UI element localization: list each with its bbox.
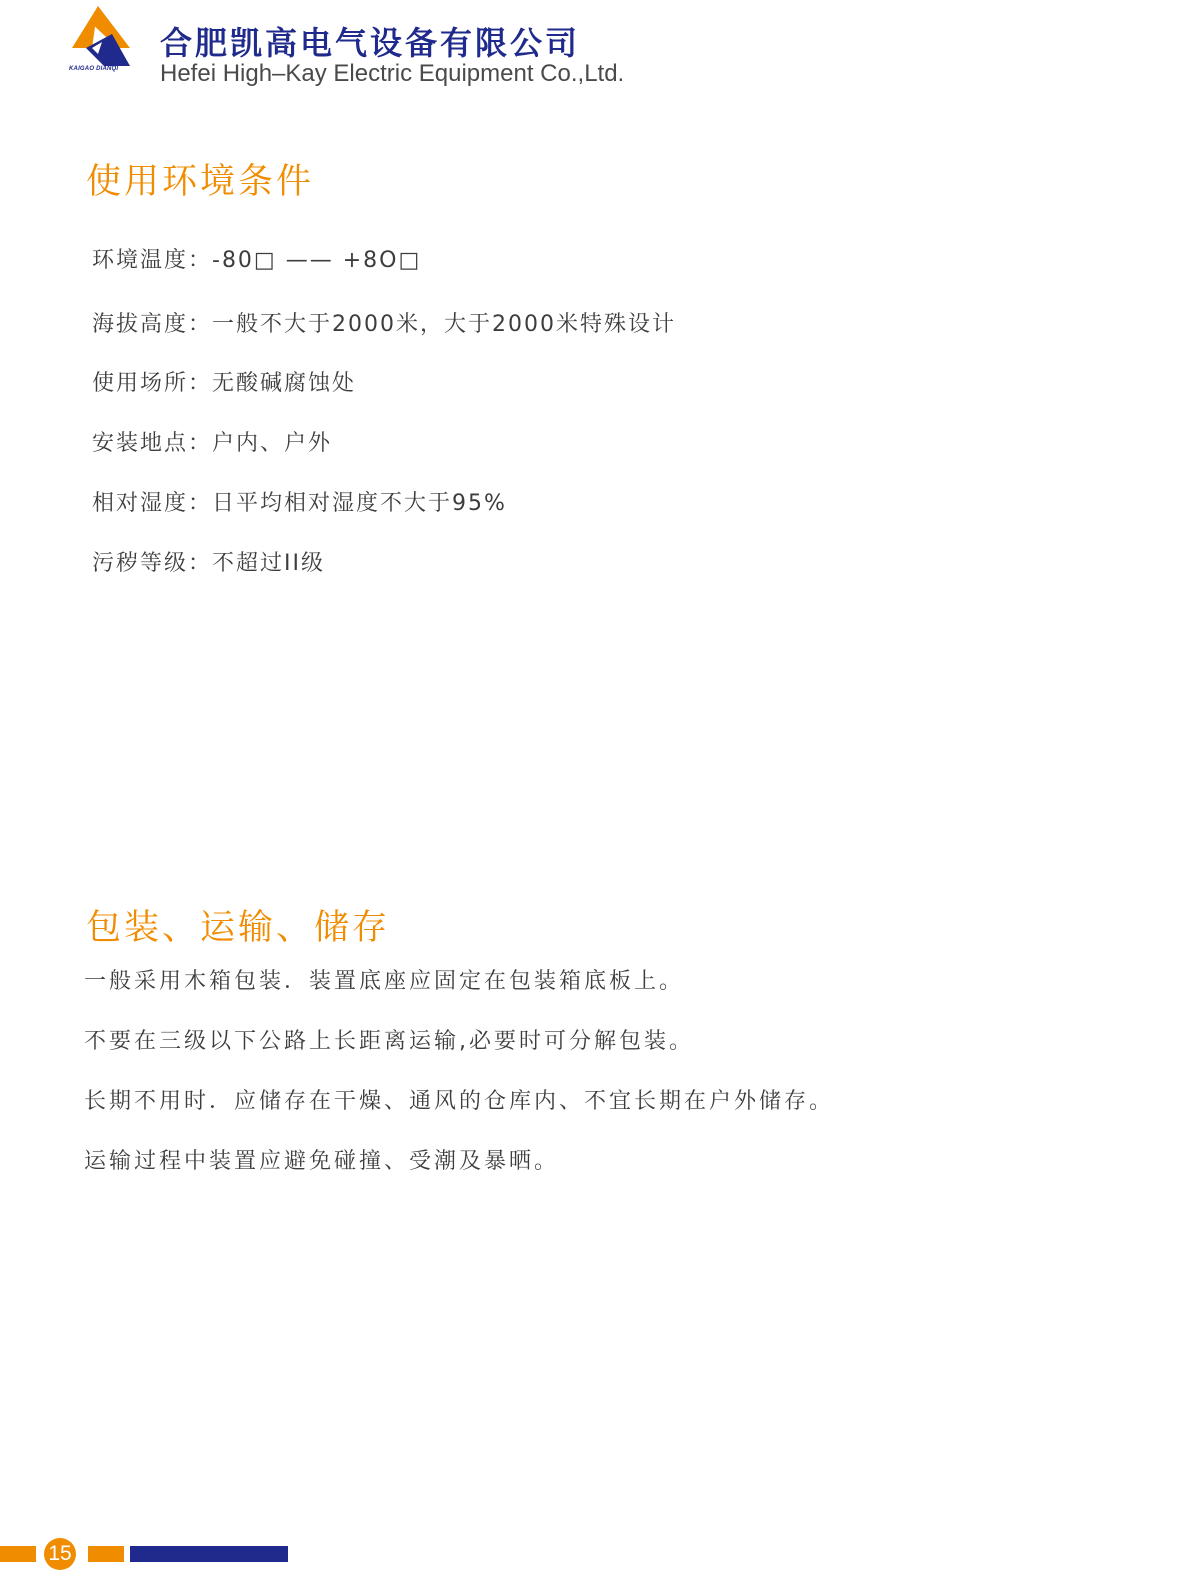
pack-item-transport: 不要在三级以下公路上长距离运输,必要时可分解包装。 (84, 1029, 694, 1054)
company-name-cn: 合肥凯高电气设备有限公司 (160, 24, 581, 62)
logo-text: KAIGAO DIANQI (69, 66, 119, 72)
env-item-temperature: 环境温度：-80□ —— +8O□ (92, 248, 422, 273)
env-item-pollution: 污秽等级：不超过II级 (92, 551, 325, 576)
company-name-en: Hefei High–Kay Electric Equipment Co.,Ltd. (160, 60, 625, 87)
pack-item-protection: 运输过程中装置应避免碰撞、受潮及暴晒。 (84, 1149, 560, 1174)
pack-item-storage: 长期不用时．应储存在干燥、通风的仓库内、不宜长期在户外储存。 (84, 1089, 835, 1114)
footer-orange-bar-left (0, 1546, 36, 1562)
footer-orange-bar-right (88, 1546, 124, 1562)
env-item-altitude: 海拔高度：一般不大于2000米，大于2000米特殊设计 (92, 312, 676, 337)
footer-blue-bar (130, 1546, 288, 1562)
env-item-humidity: 相对湿度：日平均相对湿度不大于95% (92, 491, 507, 516)
env-item-location: 使用场所：无酸碱腐蚀处 (92, 371, 357, 396)
packaging-title: 包装、运输、储存 (86, 908, 391, 948)
environment-title: 使用环境条件 (86, 162, 315, 202)
page-number: 15 (44, 1538, 76, 1570)
pack-item-box: 一般采用木箱包装．装置底座应固定在包装箱底板上。 (84, 969, 685, 994)
company-logo-icon (68, 4, 134, 74)
env-item-installation: 安装地点：户内、户外 (92, 431, 333, 456)
page-header (68, 0, 768, 100)
